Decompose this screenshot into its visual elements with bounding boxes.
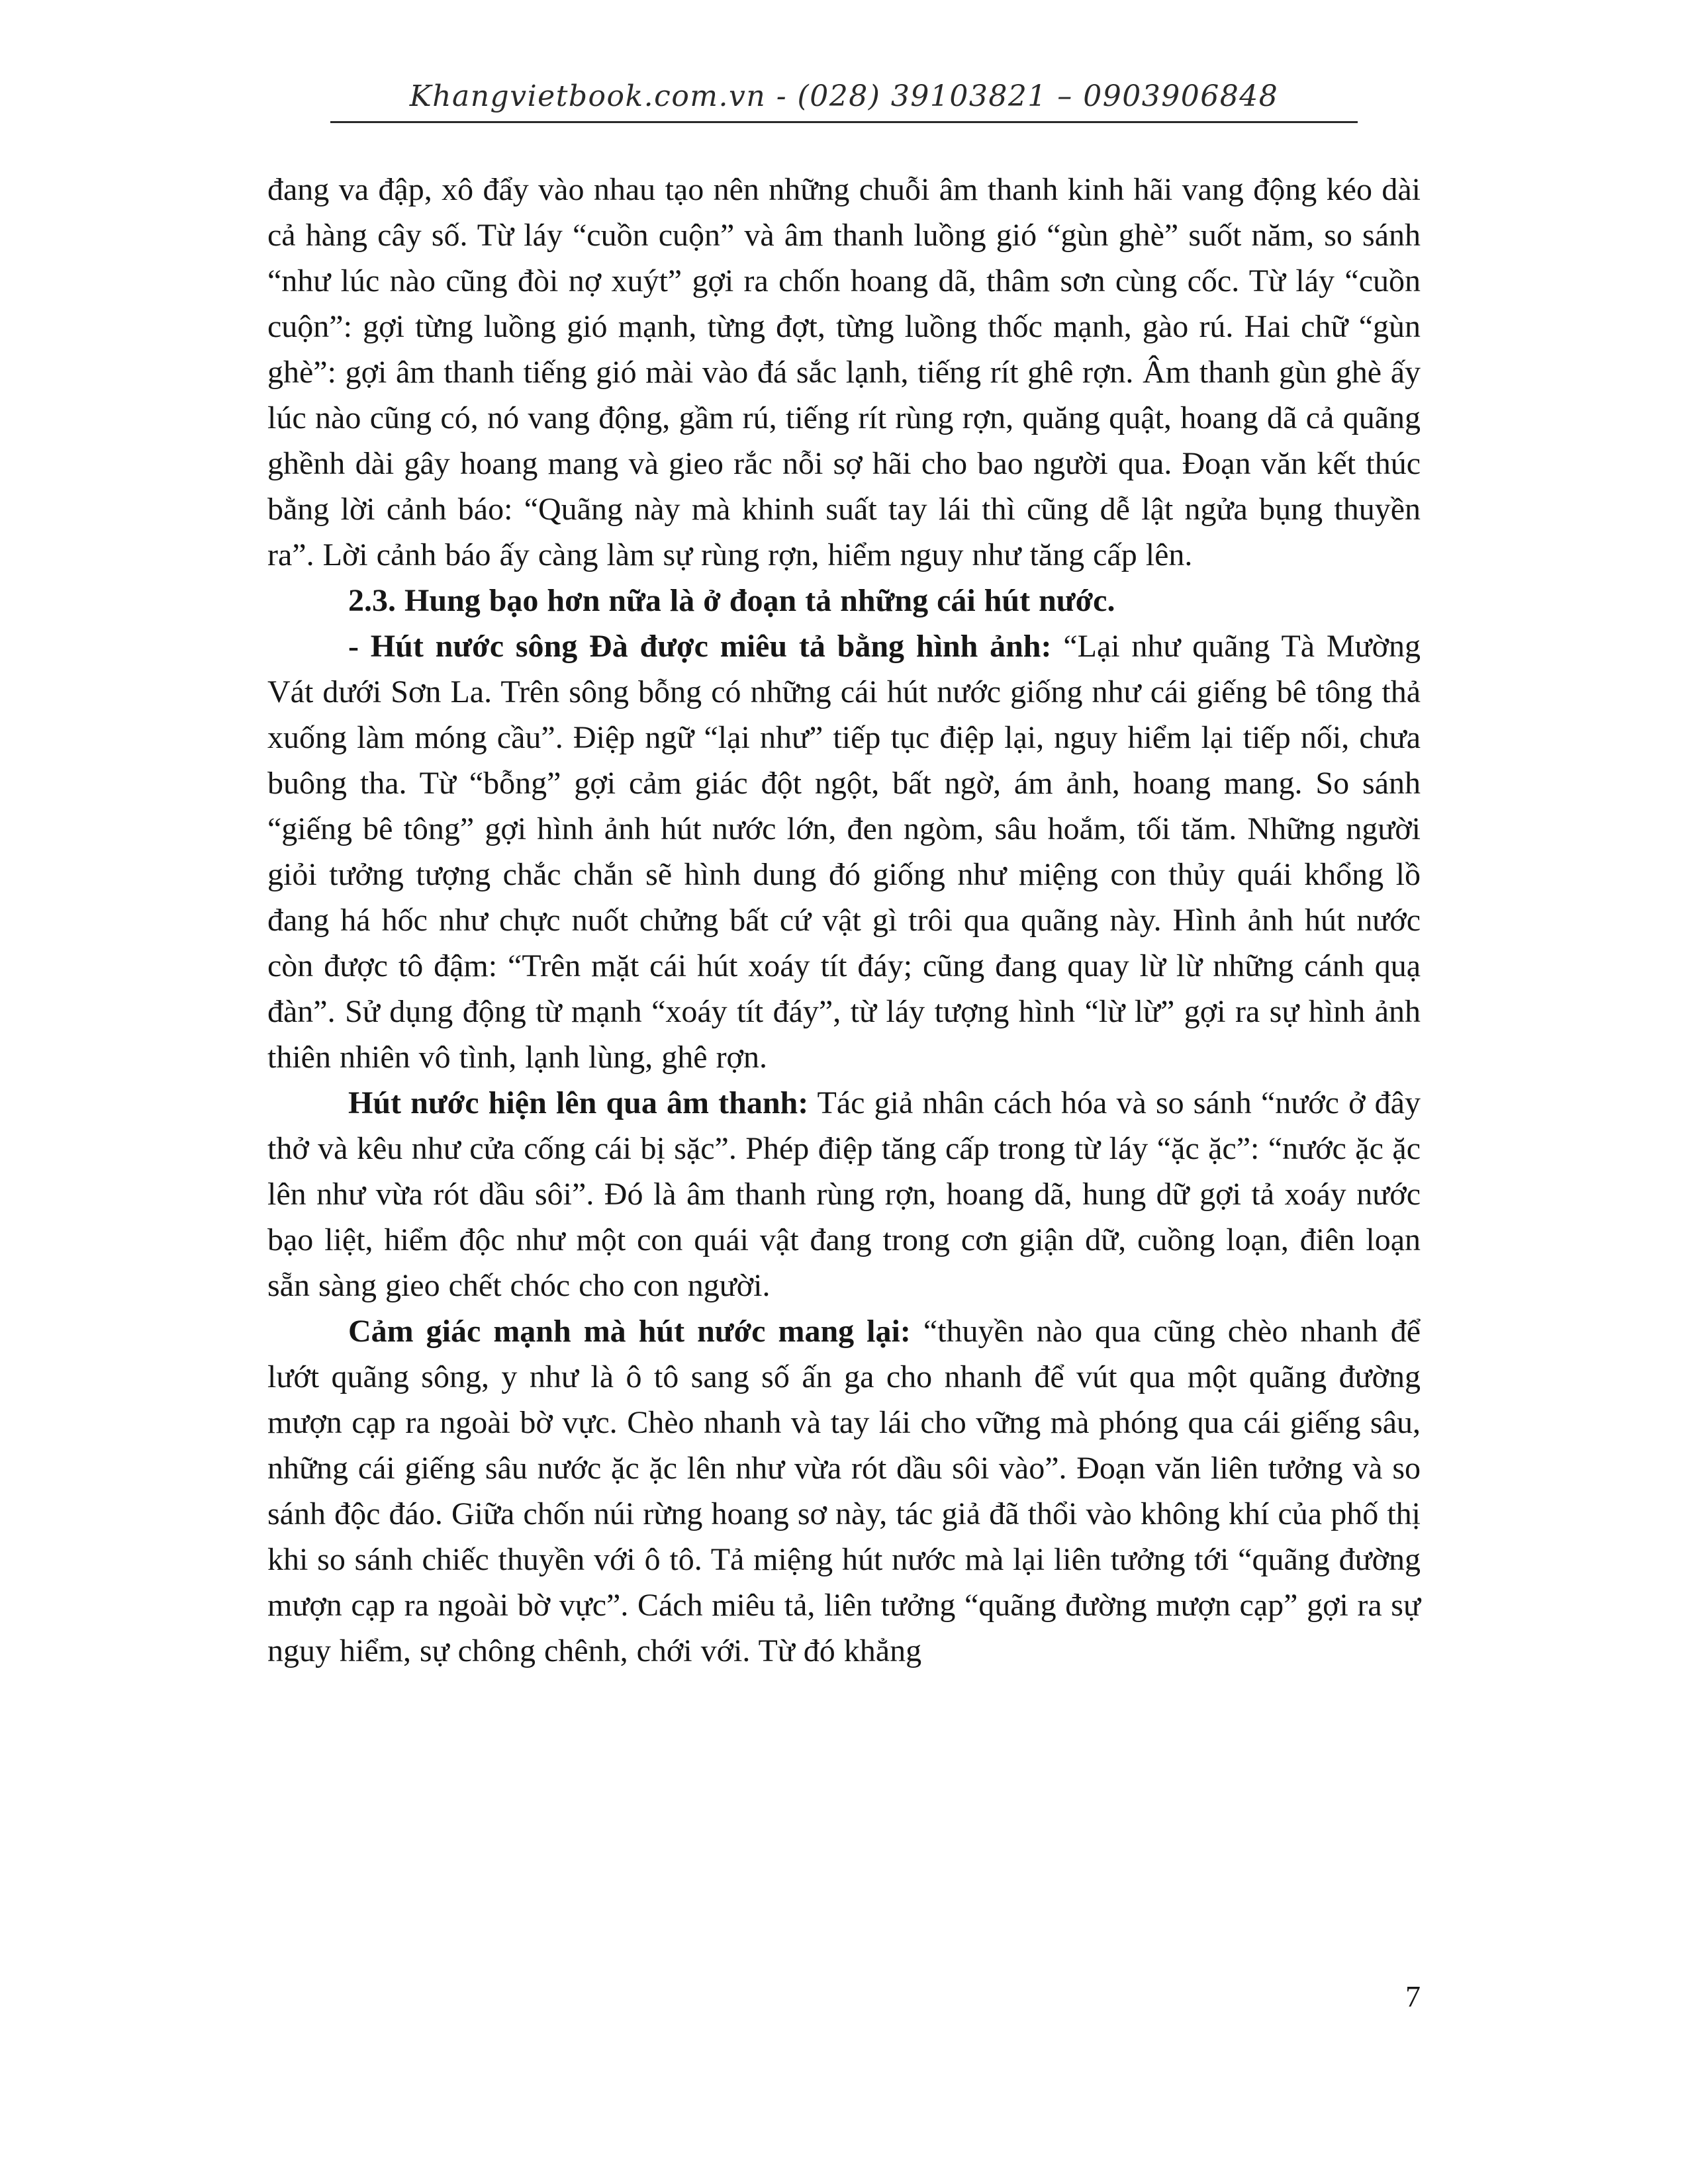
paragraph-text-cam-giac: “thuyền nào qua cũng chèo nhanh để lướt quãng sông, y như là ô tô sang số ấn ga cho nhanh để vút qua một quãng đường mượn cạp ra ngoài bờ vực. Chèo nhanh và tay lái cho vững mà phóng qua cái giếng sâu, những cái giếng sâu nước ặc ặc lên như vừa rót dầu sôi vào”. Đoạn văn liên tưởng và so sánh độc đáo. Giữa chốn núi rừng hoang sơ này, tác giả đã thổi vào không khí của phố thị khi so sánh chiếc thuyền với ô tô. Tả miệng hút nước mà lại liên tưởng tới “quãng đường mượn cạp ra ngoài bờ vực”. Cách miêu tả, liên tưởng “quãng đường mượn cạp” gợi ra sự nguy hiểm, sự chông chênh, chới với. Từ đó khẳng <box>267 1314 1421 1668</box>
page-header <box>267 79 1421 123</box>
paragraph-lead-hinh-anh: - Hút nước sông Đà được miêu tả bằng hình ảnh: <box>348 629 1052 664</box>
paragraph-lead-cam-giac: Cảm giác mạnh mà hút nước mang lại: <box>348 1314 911 1349</box>
paragraph-intro-analysis: đang va đập, xô đẩy vào nhau tạo nên những chuỗi âm thanh kinh hãi vang động kéo dài cả hàng cây số. Từ láy “cuồn cuộn” và âm thanh luồng gió “gùn ghè” suốt năm, so sánh “như lúc nào cũng đòi nợ xuýt” gợi ra chốn hoang dã, thâm sơn cùng cốc. Từ láy “cuồn cuộn”: gợi từng luồng gió mạnh, từng đợt, từng luồng thốc mạnh, gào rú. Hai chữ “gùn ghè”: gợi âm thanh tiếng gió mài vào đá sắc lạnh, tiếng rít ghê rợn. Âm thanh gùn ghè ấy lúc nào cũng có, nó vang động, gầm rú, tiếng rít rùng rợn, quăng quật, hoang dã cả quãng ghềnh dài gây hoang mang và gieo rắc nỗi sợ hãi cho bao người qua. Đoạn văn kết thúc bằng lời cảnh báo: “Quãng này mà khinh suất tay lái thì cũng dễ lật ngửa bụng thuyền ra”. Lời cảnh báo ấy càng làm sự rùng rợn, hiểm nguy như tăng cấp lên. <box>267 172 1421 572</box>
section-heading-2-3: 2.3. Hung bạo hơn nữa là ở đoạn tả những cái hút nước. <box>348 583 1115 618</box>
paragraph-text-hinh-anh: “Lại như quãng Tà Mường Vát dưới Sơn La. Trên sông bỗng có những cái hút nước giống như cái giếng bê tông thả xuống làm móng cầu”. Điệp ngữ “lại như” tiếp tục điệp lại, nguy hiểm lại tiếp nối, chưa buông tha. Từ “bỗng” gợi cảm giác đột ngột, bất ngờ, ám ảnh, hoang mang. So sánh “giếng bê tông” gợi hình ảnh hút nước lớn, đen ngòm, sâu hoắm, tối tăm. Những người giỏi tưởng tượng chắc chắn sẽ hình dung đó giống như miệng con thủy quái khổng lồ đang há hốc như chực nuốt chửng bất cứ vật gì trôi qua quãng này. Hình ảnh hút nước còn được tô đậm: “Trên mặt cái hút xoáy tít đáy; cũng đang quay lừ lừ những cánh quạ đàn”. Sử dụng động từ mạnh “xoáy tít đáy”, từ láy tượng hình “lừ lừ” gợi ra sự hình ảnh thiên nhiên vô tình, lạnh lùng, ghê rợn. <box>267 629 1421 1075</box>
paragraph-cam-giac-manh <box>267 1308 1421 1674</box>
page-footer <box>267 1979 1421 2014</box>
paragraph-hut-nuoc-hinh-anh <box>267 623 1421 1080</box>
paragraph-text-am-thanh: Tác giả nhân cách hóa và so sánh “nước ở đây thở và kêu như cửa cống cái bị sặc”. Phép điệp tăng cấp trong từ láy “ặc ặc”: “nước ặc ặc lên như vừa rót dầu sôi”. Đó là âm thanh rùng rợn, hoang dã, hung dữ gợi tả xoáy nước bạo liệt, hiểm độc như một con quái vật đang trong cơn giận dữ, cuồng loạn, điên loạn sẵn sàng gieo chết chóc cho con người. <box>267 1085 1421 1303</box>
page-content <box>267 167 1421 1674</box>
paragraph-hut-nuoc-am-thanh <box>267 1080 1421 1308</box>
page-number: 7 <box>1405 1979 1421 2013</box>
header-publisher-contact: Khangvietbook.com.vn - (028) 39103821 – 0903906848 <box>330 79 1358 123</box>
paragraph-lead-am-thanh: Hút nước hiện lên qua âm thanh: <box>348 1085 809 1120</box>
